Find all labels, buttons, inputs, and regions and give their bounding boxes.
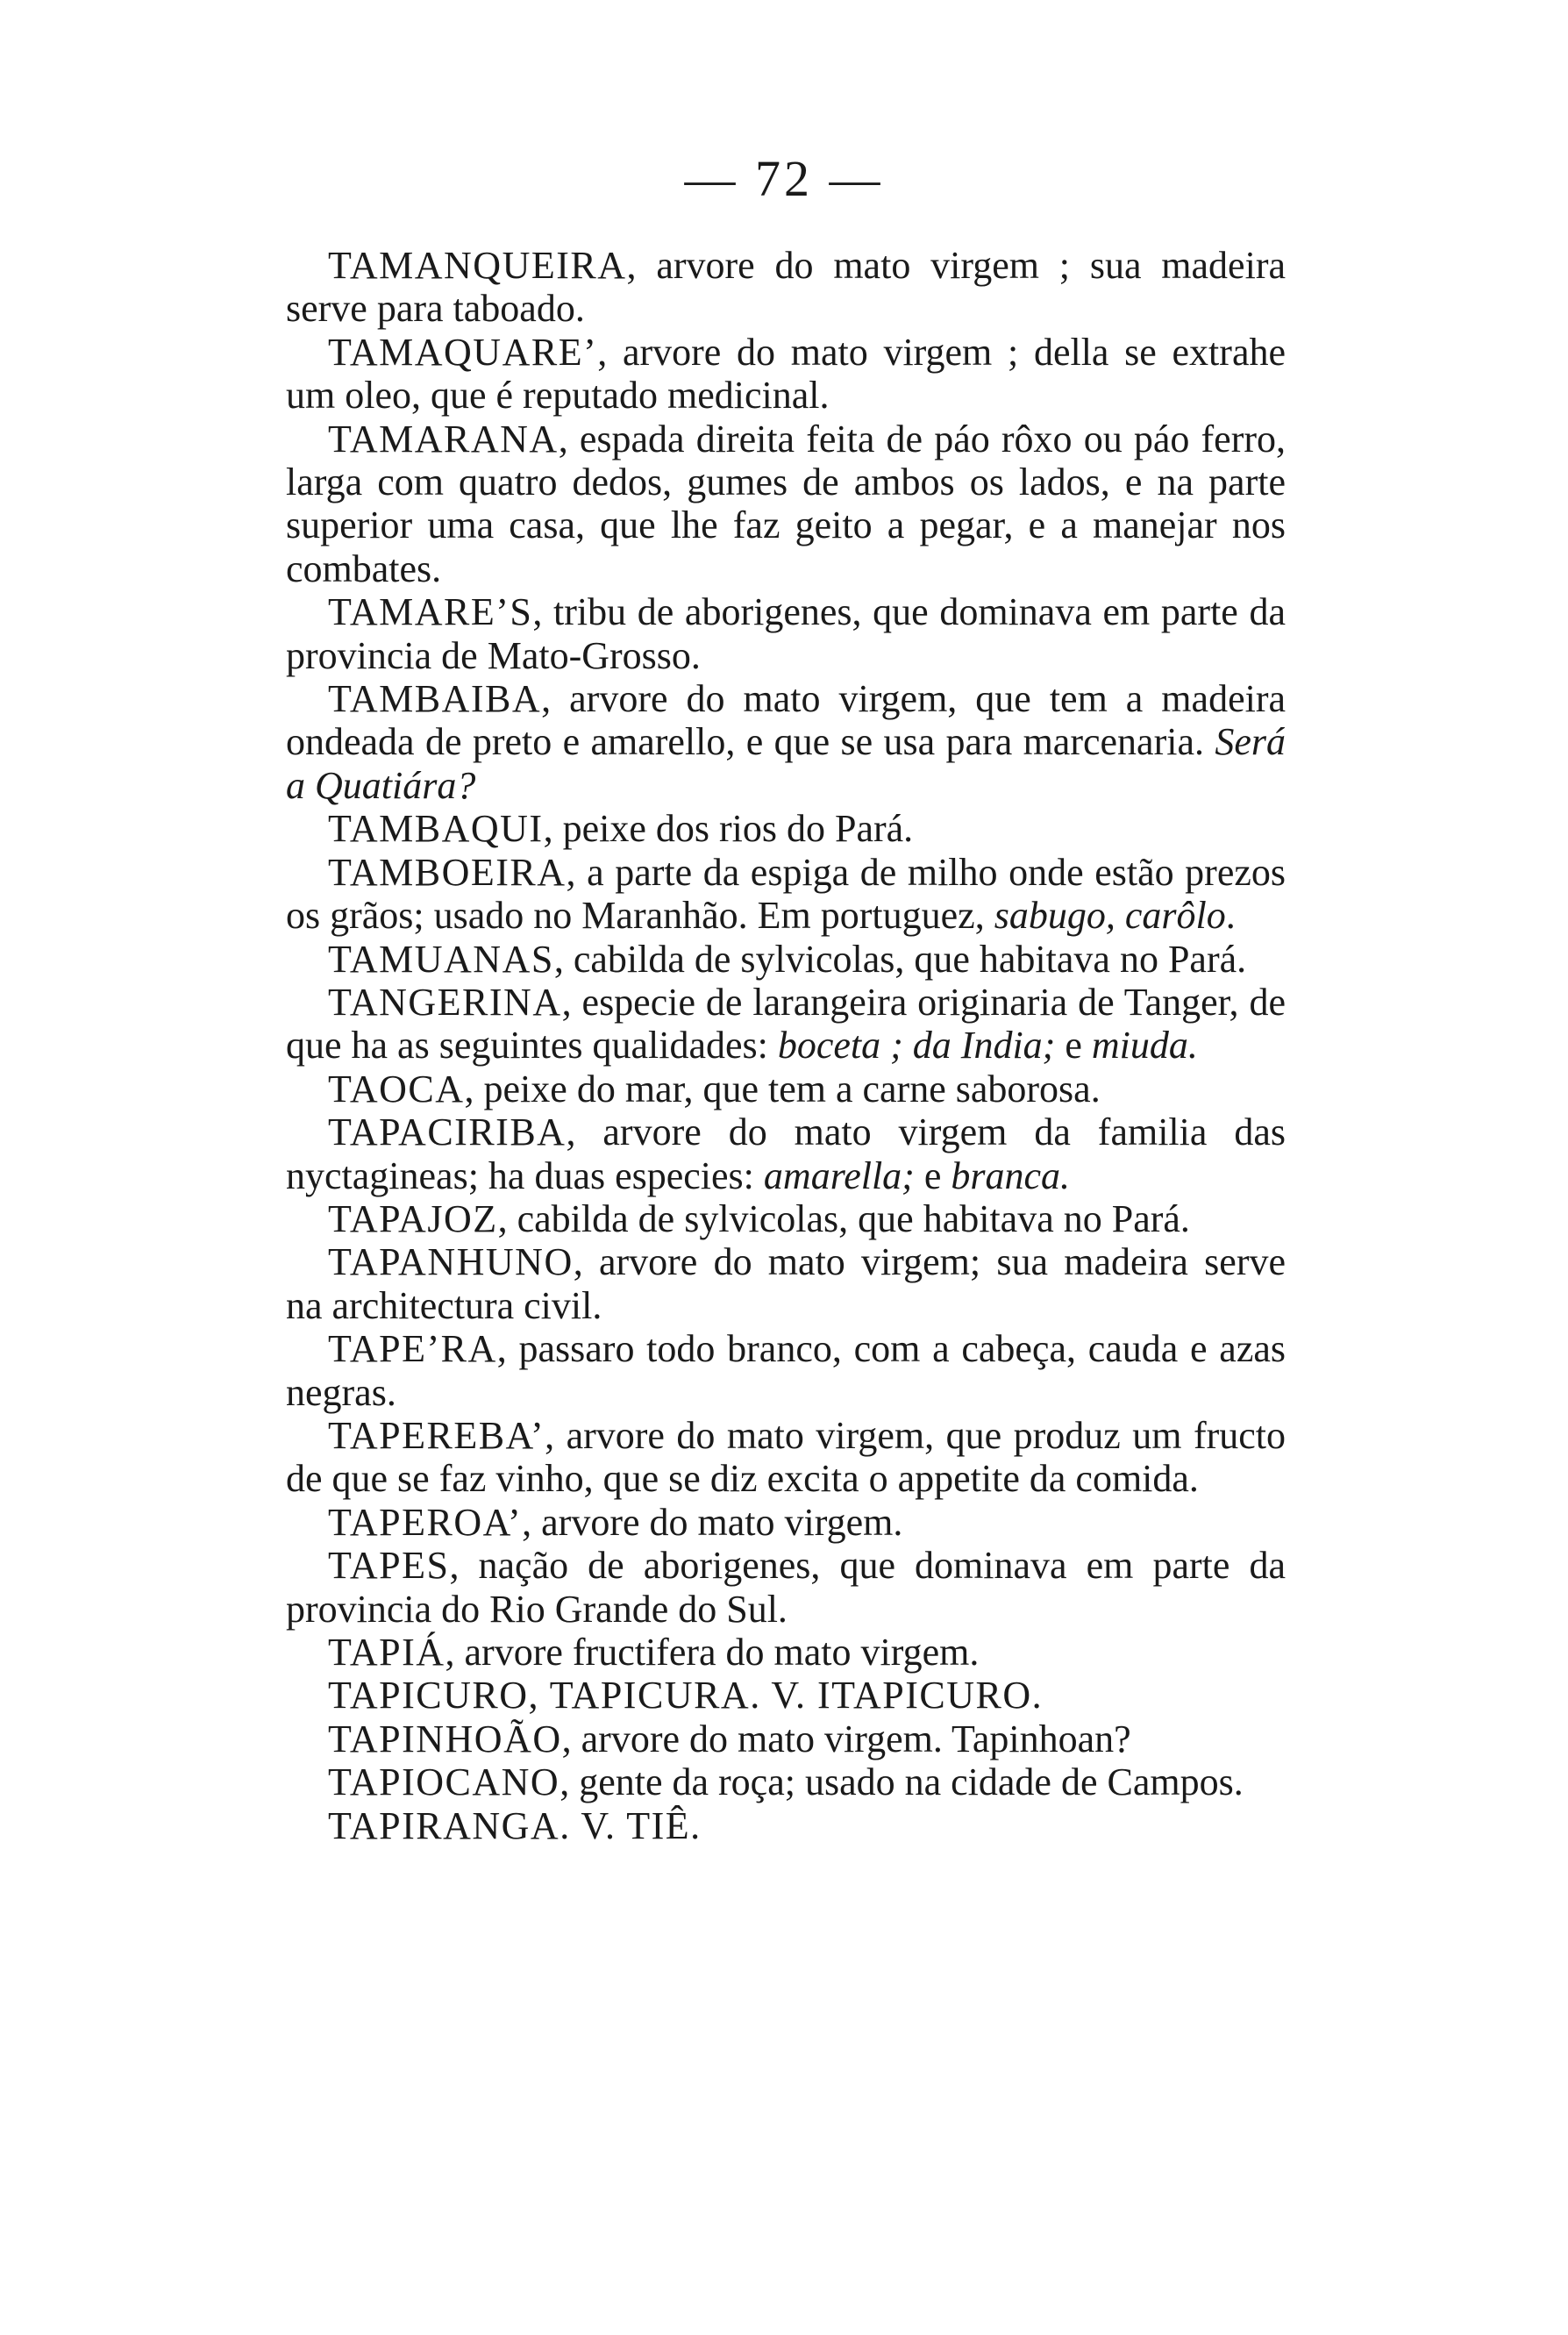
entry-headword: TAPICURO, TAPICURA. V. ITAPICURO (328, 1674, 1032, 1717)
entry-tapera (286, 1327, 1286, 1414)
entry-tapanhuno (286, 1240, 1286, 1327)
entry-headword: TAMARANA (328, 417, 559, 461)
entry-headword: TAPIOCANO (328, 1760, 560, 1804)
entry-definition: , peixe dos rios do Pará. (543, 807, 914, 851)
entry-headword: TANGERINA (328, 980, 562, 1024)
entry-tangerina (286, 981, 1286, 1068)
entry-definition: , arvore do mato virgem; sua madeira serve na architectura civil. (286, 1240, 1286, 1327)
entry-definition-joiner: e (914, 1153, 951, 1197)
entry-definition: , gente da roça; usado na cidade de Campos. (559, 1760, 1244, 1804)
entry-tapiocano (286, 1760, 1286, 1803)
entry-tapiranga (286, 1804, 1286, 1847)
entry-definition: , arvore fructifera do mato virgem. (445, 1631, 980, 1674)
entry-tapinhoao (286, 1717, 1286, 1760)
entry-tapicuro (286, 1674, 1286, 1717)
entry-definition-end: . (1225, 894, 1236, 938)
entry-headword: TAPIRANGA. V. TIÊ (328, 1803, 691, 1847)
entry-headword: TAPIÁ (328, 1631, 445, 1674)
entry-headword: TAMBOEIRA (328, 850, 567, 894)
entry-tapia (286, 1631, 1286, 1674)
entry-definition: , arvore do mato virgem ; della se extrahe um oleo, que é reputado medicinal. (286, 330, 1286, 418)
entry-definition: , arvore do mato virgem ; sua madeira serve para taboado. (286, 244, 1286, 331)
entry-definition: , tribu de aborigenes, que dominava em parte da provincia de Mato-Grosso. (286, 590, 1286, 677)
entry-definition-joiner: e (1055, 1024, 1092, 1068)
entry-tapajoz (286, 1197, 1286, 1240)
entry-definition: , arvore do mato virgem, que produz um fructo de que se faz vinho, que se diz excita o appetite da comida. (286, 1413, 1286, 1501)
entry-headword: TAMAQUARE’ (328, 330, 598, 374)
entry-tamaquare (286, 331, 1286, 418)
entry-definition: , a parte da espiga de milho onde estão prezos os grãos; usado no Maranhão. Em portuguez, (286, 850, 1286, 938)
entry-definition: , arvore do mato virgem. Tapinhoan? (561, 1717, 1131, 1760)
entry-definition: . (1031, 1674, 1042, 1717)
entry-italic-note: sabugo, carôlo (994, 894, 1226, 938)
entry-definition: , peixe do mar, que tem a carne saborosa. (464, 1067, 1101, 1110)
entry-tamarana (286, 418, 1286, 591)
entry-taperoa (286, 1501, 1286, 1544)
entry-definition: , arvore do mato virgem, que tem a madeira ondeada de preto e amarello, e que se usa para marcenaria. (286, 677, 1286, 764)
entry-tamares (286, 590, 1286, 677)
entry-tapes (286, 1544, 1286, 1631)
entry-headword: TAMARE’S (328, 590, 533, 634)
entry-headword: TAMUANAS (328, 937, 554, 981)
entry-tamuanas (286, 938, 1286, 981)
entry-definition: , arvore do mato virgem da familia das nyctagineas; ha duas especies: (286, 1110, 1286, 1197)
entry-tambaiba (286, 677, 1286, 807)
entry-headword: TAPAJOZ (328, 1196, 498, 1240)
entry-definition: , nação de aborigenes, que dominava em parte da provincia do Rio Grande do Sul. (286, 1544, 1286, 1631)
entry-tamboeira (286, 851, 1286, 938)
entry-tapereba (286, 1414, 1286, 1501)
entry-italic-variety: miuda. (1091, 1024, 1198, 1068)
entry-tamanqueira (286, 244, 1286, 331)
entry-definition: . (690, 1803, 701, 1847)
entry-definition: , passaro todo branco, com a cabeça, cauda e azas negras. (286, 1327, 1286, 1414)
entry-italic-variety: amarella; (763, 1153, 915, 1197)
entry-headword: TAOCA (328, 1067, 465, 1110)
entry-headword: TAPEREBA’ (328, 1413, 545, 1457)
entry-tapaciriba (286, 1110, 1286, 1197)
entry-italic-variety: boceta ; da India; (777, 1024, 1056, 1068)
entry-definition: , especie de larangeira originaria de Tanger, de que ha as seguintes qualidades: (286, 980, 1286, 1068)
entry-taoca (286, 1068, 1286, 1110)
entry-headword: TAPES (328, 1544, 450, 1588)
entry-headword: TAPE’RA (328, 1327, 497, 1371)
entry-definition: , cabilda de sylvicolas, que habitava no Pará. (497, 1196, 1190, 1240)
entry-headword: TAPEROA’ (328, 1500, 523, 1544)
entry-definition: , arvore do mato virgem. (522, 1500, 903, 1544)
entry-headword: TAPACIRIBA (328, 1110, 567, 1154)
entry-definition: , cabilda de sylvicolas, que habitava no Pará. (553, 937, 1247, 981)
entry-definition: , espada direita feita de páo rôxo ou páo ferro, larga com quatro dedos, gumes de ambos os lados, e na parte superior uma casa, que lhe faz geito a pegar, e a manejar nos combates. (286, 417, 1286, 590)
entry-headword: TAPINHOÃO (328, 1717, 562, 1760)
entry-italic-note: Será a Quatiára? (286, 720, 1286, 807)
entry-headword: TAMBAIBA (328, 677, 542, 721)
entry-headword: TAMANQUEIRA (328, 244, 627, 287)
page-number: — 72 — (684, 150, 884, 207)
dictionary-entries (286, 244, 1286, 1847)
entry-tambaqui (286, 807, 1286, 850)
entry-italic-variety: branca. (951, 1153, 1071, 1197)
entry-headword: TAMBAQUI (328, 807, 544, 851)
entry-headword: TAPANHUNO (328, 1240, 574, 1284)
